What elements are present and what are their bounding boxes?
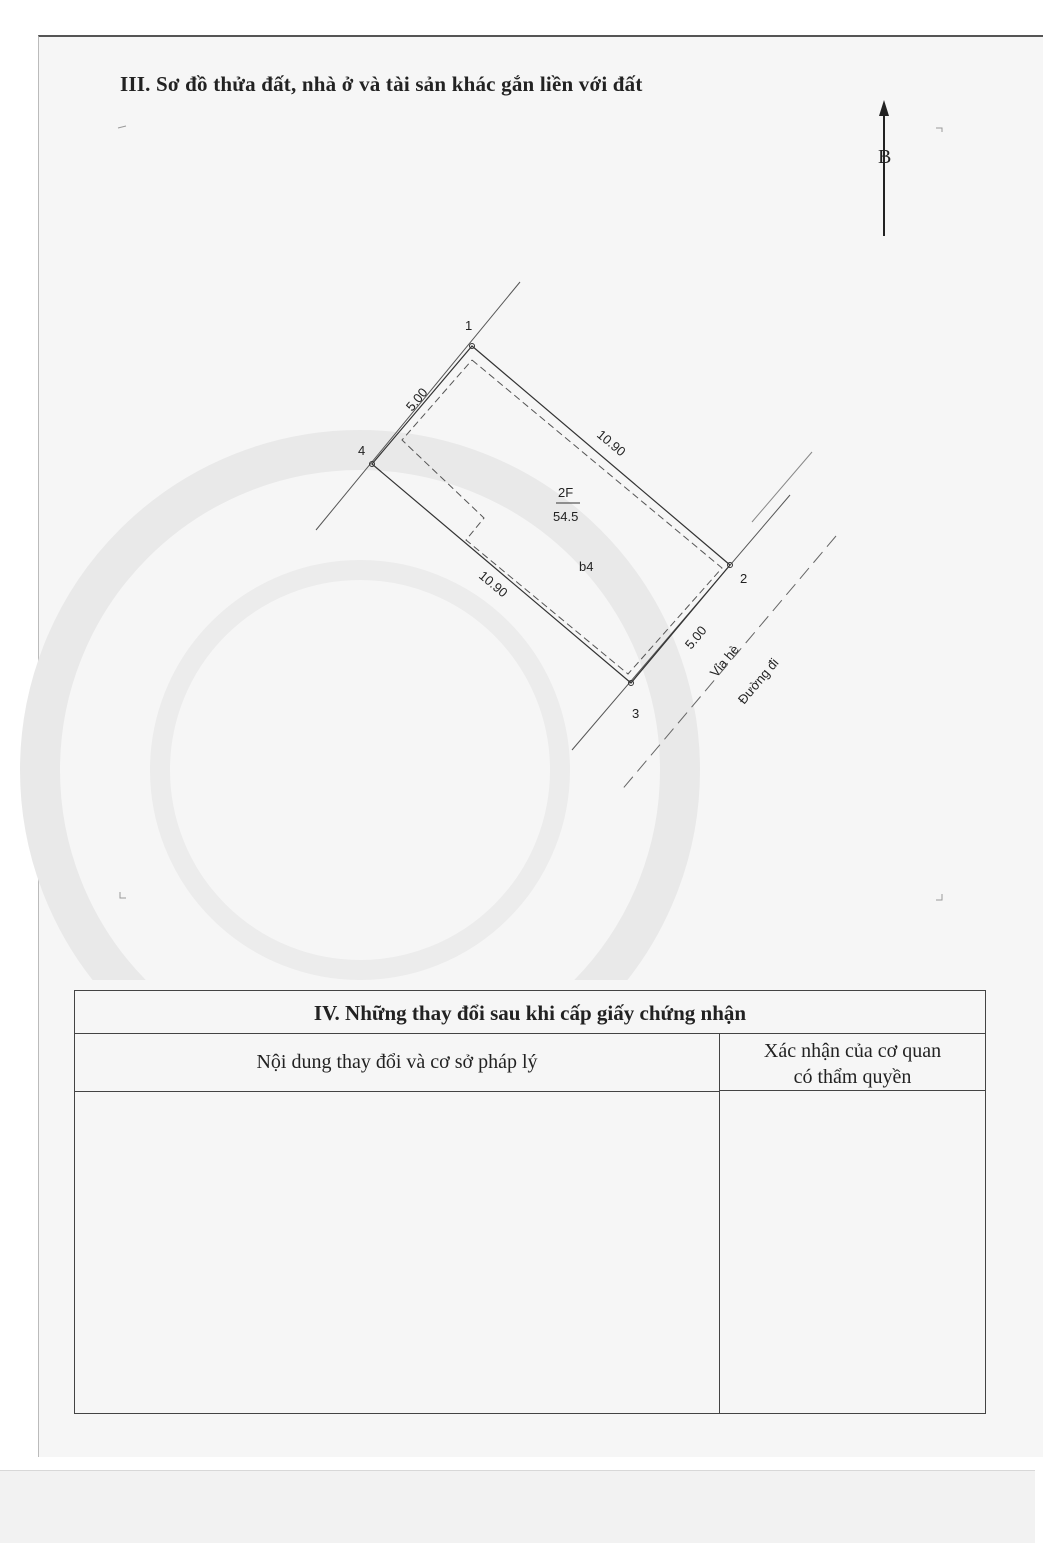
watermark-ring-inner (160, 567, 560, 970)
crop-mark-tr (936, 128, 942, 132)
edge-1-4-length: 5.00 (402, 384, 431, 414)
crop-mark-tl (118, 126, 126, 128)
vertex-1-label: 1 (465, 318, 473, 333)
road-label: Đường đi (734, 655, 782, 707)
section-iv-title: IV. Những thay đổi sau khi cấp giấy chứng nhận (75, 991, 985, 1034)
building-code-label: 2F (558, 485, 574, 500)
changes-table (74, 990, 986, 1414)
edge-2-3-length: 5.00 (681, 622, 710, 652)
north-arrow-label: B (878, 146, 892, 168)
vertex-3-label: 3 (632, 706, 640, 721)
boundary-extension-top (752, 452, 812, 522)
edge-4-3-length: 10.90 (476, 567, 511, 601)
page-bottom-strip (0, 1470, 1035, 1543)
column-header-change-content: Nội dung thay đổi và cơ sở pháp lý (75, 1034, 720, 1092)
edge-1-2-length: 10.90 (594, 426, 629, 460)
parcel-code-label: b4 (579, 559, 594, 574)
crop-mark-br (936, 894, 942, 900)
sidewalk-label: Vỉa hè (706, 642, 743, 680)
column-divider (719, 1091, 720, 1413)
crop-mark-bl (120, 892, 126, 898)
section-iii-title: III. Sơ đồ thửa đất, nhà ở và tài sản khác gắn liền với đất (120, 72, 643, 96)
vertex-2-label: 2 (740, 571, 748, 586)
watermark-ring (40, 450, 680, 980)
vertex-4-label: 4 (358, 443, 366, 458)
authority-header-line-2: có thẩm quyền (793, 1066, 912, 1088)
parcel-area-label: 54.5 (553, 509, 579, 524)
authority-header-line-1: Xác nhận của cơ quan (763, 1040, 942, 1062)
north-arrow (878, 100, 891, 236)
column-header-authority-confirmation (720, 1034, 985, 1091)
north-arrow-head (879, 100, 889, 116)
